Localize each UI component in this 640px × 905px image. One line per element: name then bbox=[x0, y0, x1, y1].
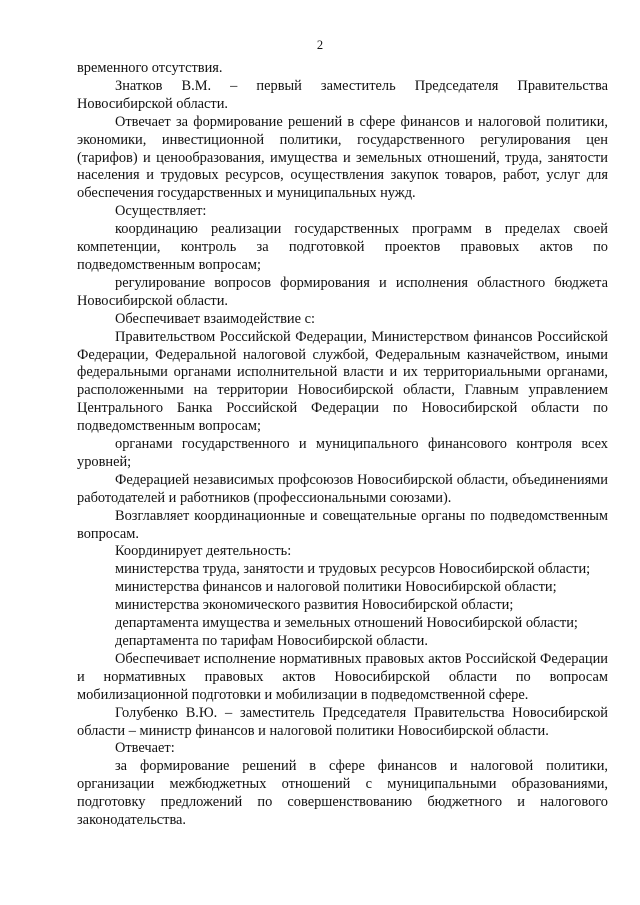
paragraph: министерства труда, занятости и трудовых ресурсов Новосибирской области; bbox=[115, 561, 591, 578]
paragraph: Координирует деятельность: bbox=[115, 543, 292, 560]
paragraph: министерства финансов и налоговой политики Новосибирской области; bbox=[115, 579, 557, 596]
document-body bbox=[77, 60, 608, 830]
paragraph: министерства экономического развития Новосибирской области; bbox=[115, 597, 514, 614]
paragraph: координацию реализации государственных программ в пределах своей компетенции, контроль за подготовкой проектов правовых актов по подведомственным вопросам; bbox=[77, 221, 608, 273]
paragraph: департамента по тарифам Новосибирской области. bbox=[115, 633, 428, 649]
paragraph: Знатков В.М. – первый заместитель Председателя Правительства Новосибирской области. bbox=[77, 77, 608, 112]
paragraph: временного отсутствия. bbox=[77, 60, 223, 76]
paragraph: Федерацией независимых профсоюзов Новосибирской области, объединениями работодателей и работников (профессиональными союзами). bbox=[77, 471, 608, 506]
page-number: 2 bbox=[316, 38, 324, 52]
paragraph: Отвечает за формирование решений в сфере финансов и налоговой политики, экономики, инвестиционной политики, государственного регулирования цен (тарифов) и ценообразования, имущества и земельных отношений, труда, занятости населения и трудовых ресурсов, осуществления закупок товаров, работ, услуг для обеспечения государственных и муниципальных нужд. bbox=[77, 113, 608, 202]
paragraph: Отвечает: bbox=[115, 740, 175, 757]
paragraph: Голубенко В.Ю. – заместитель Председателя Правительства Новосибирской области – министр финансов и налоговой политики Новосибирской области. bbox=[77, 704, 608, 739]
paragraph: департамента имущества и земельных отношений Новосибирской области; bbox=[115, 615, 578, 632]
paragraph: Обеспечивает исполнение нормативных правовых актов Российской Федерации и нормативных правовых актов Новосибирской области по вопросам мобилизационной подготовки и мобилизации в подведомственной сфере. bbox=[77, 650, 608, 703]
paragraph: органами государственного и муниципального финансового контроля всех уровней; bbox=[77, 436, 608, 470]
paragraph: за формирование решений в сфере финансов и налоговой политики, организации межбюджетных отношений с муниципальными образованиями, подготовку предложений по совершенствованию бюджетного и налогового законодательства. bbox=[77, 758, 608, 829]
paragraph: Возглавляет координационные и совещательные органы по подведомственным вопросам. bbox=[77, 507, 608, 542]
paragraph: регулирование вопросов формирования и исполнения областного бюджета Новосибирской области. bbox=[77, 274, 608, 309]
paragraph: Осуществляет: bbox=[115, 203, 207, 220]
paragraph: Правительством Российской Федерации, Министерством финансов Российской Федерации, Федеральной налоговой службой, Федеральным казначейством, иными федеральными органами исполнительной власти и их территориальными органами, расположенными на территории Новосибирской области, Главным управлением Центрального Банка Российской Федерации по Новосибирской области по подведомственным вопросам; bbox=[77, 328, 608, 435]
paragraph: Обеспечивает взаимодействие с: bbox=[115, 310, 315, 327]
